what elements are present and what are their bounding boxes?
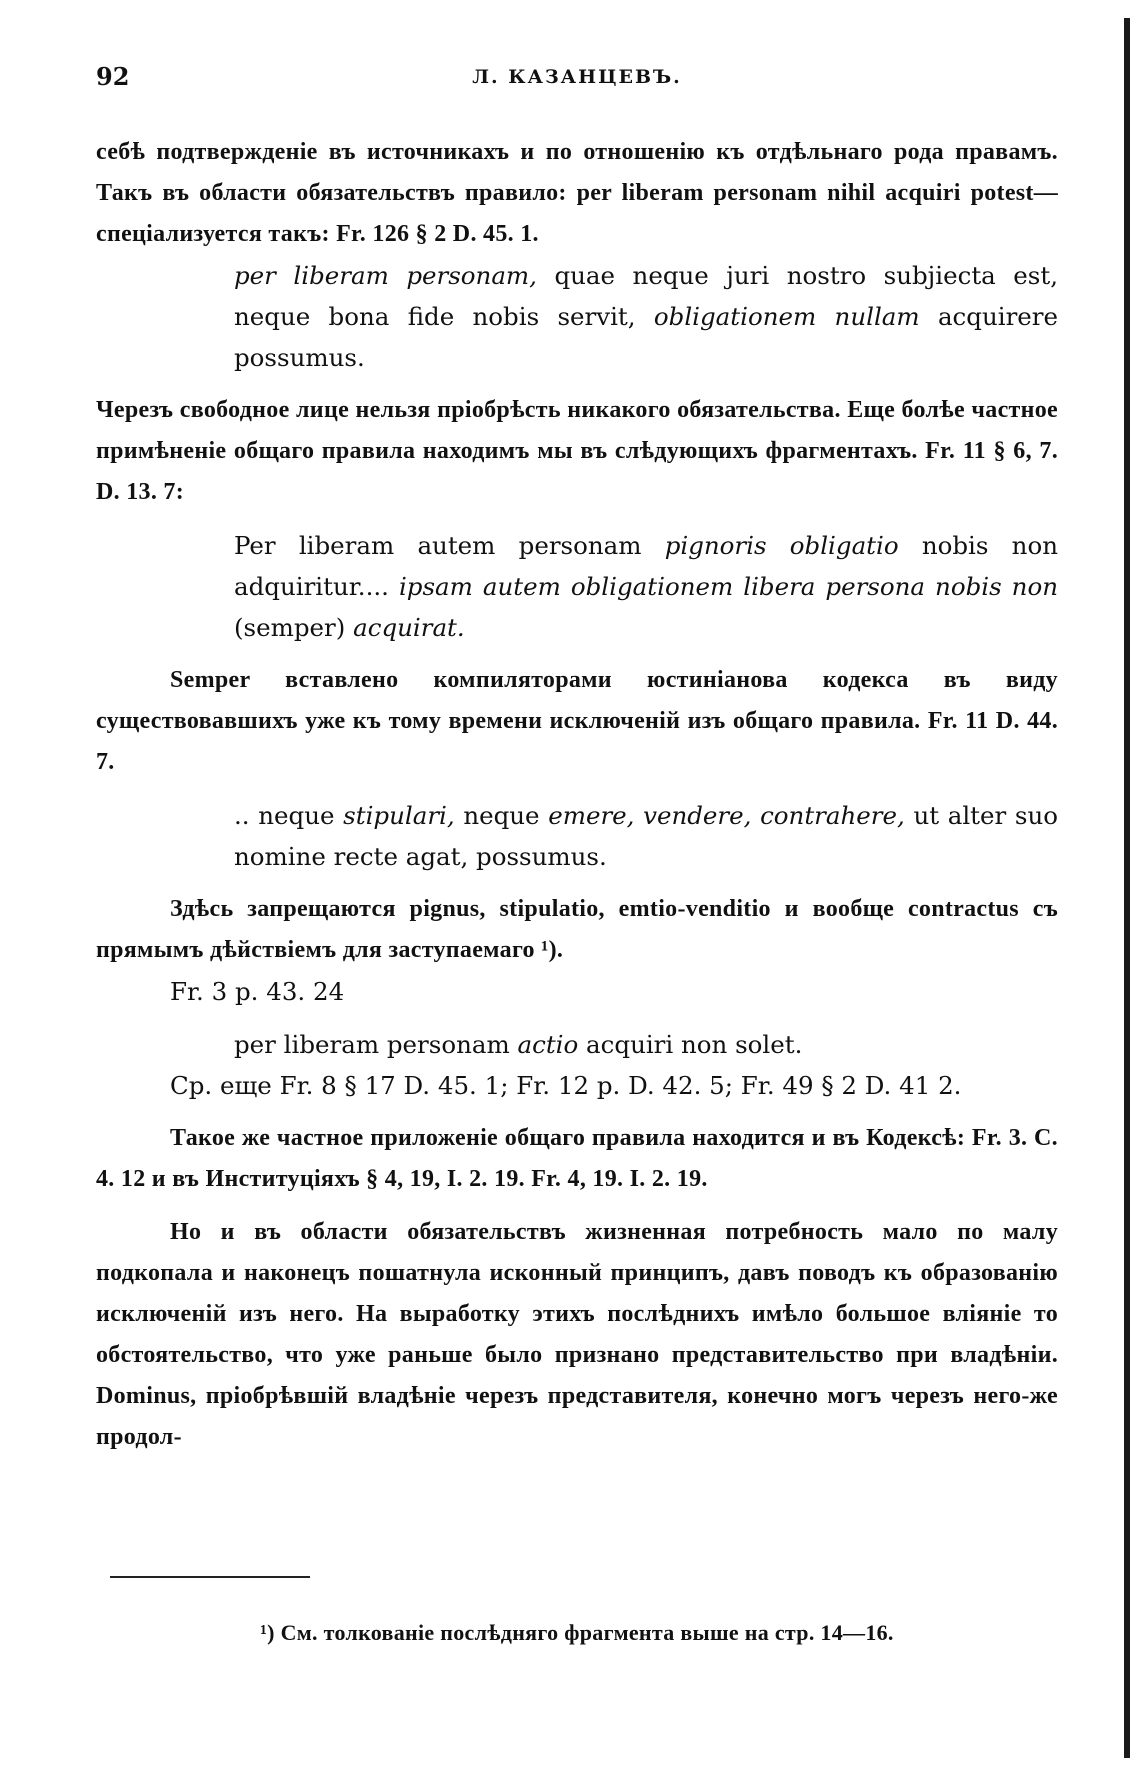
quote-text: neque [454, 801, 549, 830]
page-number: 92 [96, 62, 130, 91]
page-body [96, 132, 1058, 1458]
quote-text: ut alter suo nomine recte agat, possumus. [234, 801, 1058, 871]
quote-text: quae neque juri nostro subjiecta est, neque bona fide nobis servit, [234, 261, 1059, 331]
latin-quote [234, 525, 1058, 648]
latin-quote [234, 795, 1058, 877]
quote-text: .. neque [234, 801, 344, 830]
quote-italic: emere, vendere, contrahere, [548, 801, 905, 830]
running-title: Л. КАЗАНЦЕВЪ. [472, 66, 682, 88]
quote-text: acquirere possumus. [234, 302, 1058, 372]
latin-quote [234, 255, 1058, 378]
quote-italic: pignoris obligatio [664, 531, 899, 560]
quote-text: (semper) [234, 613, 354, 642]
page-header [96, 62, 1058, 102]
paragraph: Такое же частное приложеніе общаго правила находится и въ Кодексѣ: Fr. 3. C. 4. 12 и въ Институціяхъ § 4, 19, I. 2. 19. Fr. 4, 19. I. 2. 19. [96, 1125, 1058, 1192]
paragraph: Semper вставлено компиляторами юстиніанова кодекса въ виду существовавшихъ уже къ тому времени исключеній изъ общаго правила. Fr. 11 D. 44. 7. [96, 667, 1058, 775]
quote-italic: acquirat. [353, 613, 465, 642]
paragraph: Но и въ области обязательствъ жизненная потребность мало по малу подкопала и наконецъ пошатнула исконный принципъ, давъ поводъ къ образованію исключеній изъ него. На выработку этихъ послѣднихъ имѣло большое вліяніе то обстоятельство, что уже раньше было признано представительство при владѣніи. Dominus, пріобрѣвшій владѣніе черезъ представителя, конечно могъ черезъ него-же продол- [96, 1219, 1058, 1450]
footnote: ¹) См. толкованіе послѣдняго фрагмента выше на стр. 14—16. [260, 1620, 894, 1645]
latin-quote [234, 1024, 1058, 1065]
reference-line: Ср. еще Fr. 8 § 17 D. 45. 1; Fr. 12 p. D. 42. 5; Fr. 49 § 2 D. 41 2. [170, 1071, 962, 1100]
quote-italic: stipulari, [343, 801, 455, 830]
paragraph: Здѣсь запрещаются pignus, stipulatio, emtio-venditio и вообще contractus съ прямымъ дѣйствіемъ для заступаемаго ¹). [96, 896, 1058, 963]
quote-italic: per liberam personam, [234, 261, 537, 290]
reference-line: Fr. 3 p. 43. 24 [170, 977, 345, 1006]
quote-italic: obligationem nullam [653, 302, 920, 331]
quote-text: acquiri non solet. [578, 1030, 803, 1059]
paragraph: себѣ подтвержденіе въ источникахъ и по отношенію къ отдѣльнаго рода правамъ. Такъ въ области обязательствъ правило: per liberam personam nihil acquiri potest—спеціализуется такъ: Fr. 126 § 2 D. 45. 1. [96, 139, 1058, 247]
paragraph: Черезъ свободное лице нельзя пріобрѣсть никакого обязательства. Еще болѣе частное примѣненіе общаго правила находимъ мы въ слѣдующихъ фрагментахъ. Fr. 11 § 6, 7. D. 13. 7: [96, 397, 1058, 505]
quote-text: per liberam personam [234, 1030, 518, 1059]
page-edge [1124, 18, 1130, 1758]
quote-italic: actio [517, 1030, 579, 1059]
page [96, 62, 1058, 1458]
quote-text: Per liberam autem personam [234, 531, 665, 560]
quote-text: nobis non adquiritur.... [234, 531, 1058, 601]
quote-italic: ipsam autem obligationem libera persona nobis non [398, 572, 1058, 601]
footnote-rule [110, 1576, 310, 1578]
